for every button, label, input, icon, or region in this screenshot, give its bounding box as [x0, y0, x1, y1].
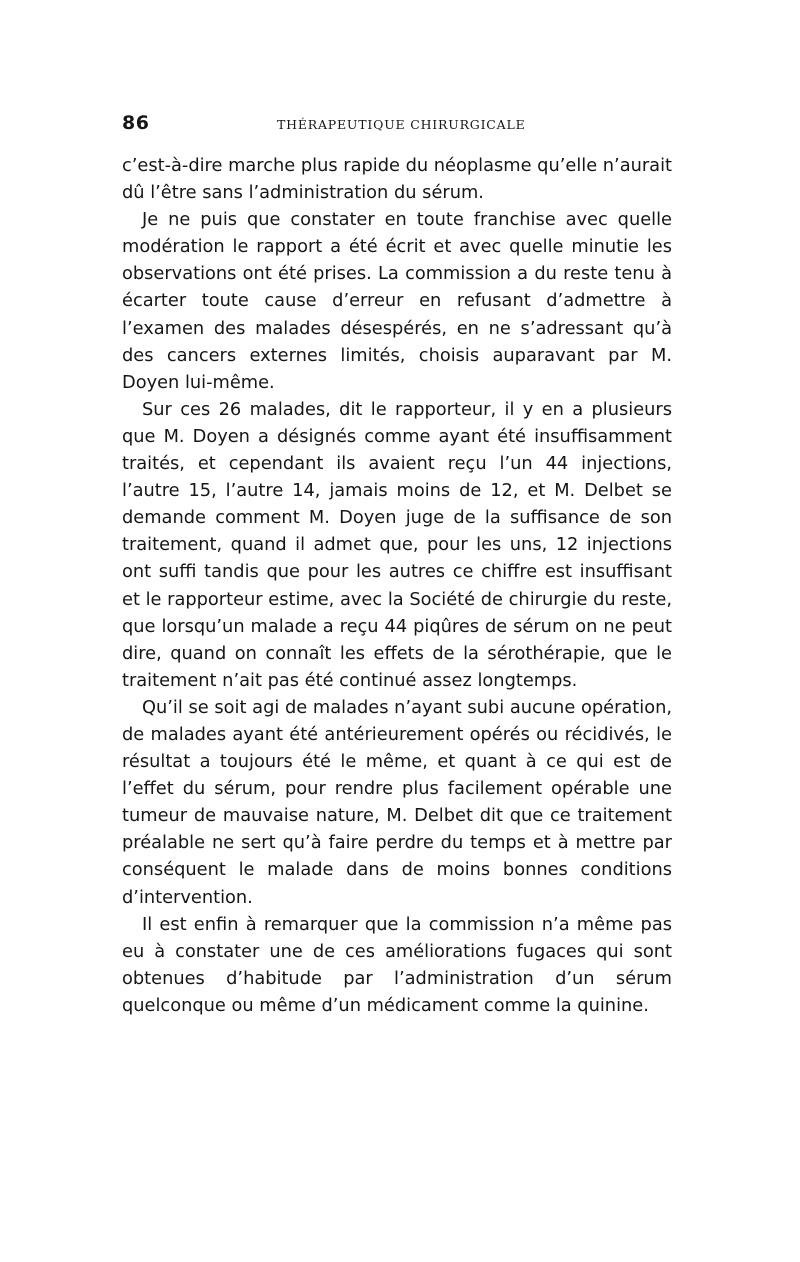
paragraph-26-malades: Sur ces 26 malades, dit le rapporteur, il y en a plusieurs que M. Doyen a désignés comme ayant été insuffisamment traités, et cependant ils avaient reçu l’un 44 injections, l’autre 15, l’autre 14, jamais moins de 12, et M. Delbet se demande comment M. Doyen juge de la suffisance de son traitement, quand il admet que, pour les uns, 12 injections ont suffi tandis que pour les autres ce chiffre est insuffisant et le rapporteur estime, avec la Société de chirurgie du reste, que lorsqu’un malade a reçu 44 piqûres de sérum on ne peut dire, quand on connaît les effets de la sérothérapie, que le traitement n’ait pas été continué assez longtemps.	[122, 398, 672, 691]
running-title: THÉRAPEUTIQUE CHIRURGICALE	[277, 117, 526, 132]
book-page	[122, 112, 672, 1019]
paragraph-continuation: c’est-à-dire marche plus rapide du néoplasme qu’elle n’aurait dû l’être sans l’administration du sérum.	[122, 155, 672, 204]
running-head	[122, 112, 672, 138]
paragraph-commission-moderation: Je ne puis que constater en toute franchise avec quelle modération le rapport a été écrit et avec quelle minutie les observations ont été prises. La commission a du reste tenu à écarter toute cause d’erreur en refusant d’admettre à l’examen des malades désespérés, en ne s’adressant qu’à des cancers externes limités, choisis auparavant par M. Doyen lui-même.	[122, 209, 672, 393]
paragraph-ameliorations: Il est enfin à remarquer que la commission n’a même pas eu à constater une de ces améliorations fugaces qui sont obtenues d’habitude par l’administration d’un sérum quelconque ou même d’un médicament comme la quinine.	[122, 913, 672, 1016]
page-number: 86	[122, 112, 150, 134]
body-text	[122, 152, 672, 1019]
paragraph-resultat: Qu’il se soit agi de malades n’ayant subi aucune opération, de malades ayant été antérieurement opérés ou récidivés, le résultat a toujours été le même, et quant à ce qui est de l’effet du sérum, pour rendre plus facilement opérable une tumeur de mauvaise nature, M. Delbet dit que ce traitement préalable ne sert qu’à faire perdre du temps et à mettre par conséquent le malade dans de moins bonnes conditions d’intervention.	[122, 696, 672, 908]
